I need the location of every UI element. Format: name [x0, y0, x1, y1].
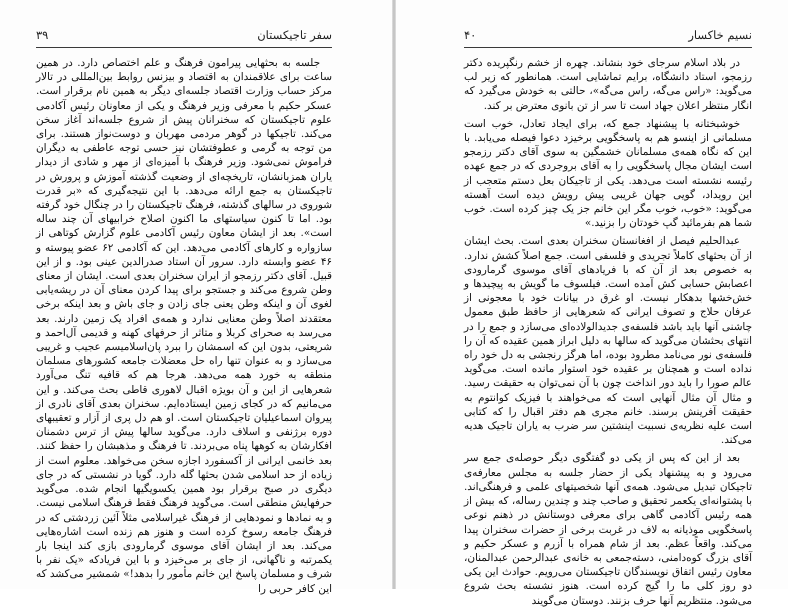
left-page-body	[36, 56, 333, 595]
right-paragraph-3: عبدالحلیم فیصل از افغانستان سخنران بعدی است. بحث ایشان از آن بحثهای کاملاً تجریدی و فلسفی است. جمع اصلاً کشش ندارد. به خصوص بعد از آن که با فریادهای آقای موسوی گرمارودی اعصابش حسابی کش آمده است. فیلسوف ما گویش به پیچیدها و خش‌خشها بدهکار نیست. او غرق در بیانات خود با معجونی از عرفان حلاج و تصوف ایرانی که شعرهایی از حافظ طبق معمول چاشنی آنها باید باشد فلسفه‌ی جدیدالولاده‌ای می‌سازد و جمع را در انتهای بحثشان می‌گوید که سالها به دلیل ابراز همین عقیده که آن را فلسفه‌ی نور می‌نامد مطرود بوده، اما هرگز رنجشی به دل خود راه نداده است و همچنان بر عقیده خود استوار مانده است. می‌گوید عالم صورا را باید دور انداخت چون با آن نمی‌توان به حقیقت رسید. و مثال آن مثال آنهایی است که می‌خواهند با فیزیک کوانتوم به حقیقت آفرینش برسند. خانم مجری هم دفتر اقبال را که کتابی است علیه نظریه‌ی نسبیت اینشتین سر ضرب به یاران تاجیک هدیه می‌کند.	[464, 235, 752, 447]
right-running-title: نسیم خاکسار	[688, 28, 752, 42]
right-paragraph-2: خوشبختانه با پیشنهاد جمع که، برای ایجاد تعادل، خوب است مسلمانی از اینسو هم به پاسخگویی برخیزد دعوا فیصله می‌یابد. با این که نگاه همه‌ی مسلمانان خشمگین به سوی آقای دکتر رزمجو است ایشان مجال پاسخگویی را به آقای بروجردی که در جمع عهده رئیسه نشسته است می‌دهد. یکی از تاجیکان بعل دستم متعجب از این رویداد، گویی جهان غریبی پیش رویش دیده است آهسته می‌گوید: «خوب، خوب مگر این خانم جز یک چیز کرده است. خوب شما هم بفرمائید گپ خودتان را بزنید.»	[464, 117, 752, 230]
left-paragraph-1: جلسه به بحثهایی پیرامون فرهنگ و علم اختصاص دارد. در همین ساعت برای علاقمندان به اقتصاد و بیزنس روابط بین‌المللی در تالار مرکز حساب وزارت اقتصاد جلسه‌ای دیگر به همین نام برقرار است. عسکر حکیم با معرفی وزیر فرهنگ و یکی از معاونان رئیس آکادمی علوم تاجیکستان که سخنرانان پیش از شروع جلسه‌اند آغاز سخن می‌کند. تاجیکها در گوهر مردمی مهربان و دوست‌نواز هستند. برای من توجه به گرمی و عطوفتشان نیز حسی توجه عاطفی به دیگران فراموش نمی‌شود. وزیر فرهنگ با آمیزه‌ای از مهر و شادی از دیدار یاران همزبانشان، تاریخچه‌ای از وضعیت گذشته آموزش و پرورش در تاجیکستان به جمع ارائه می‌دهد. با این نتیجه‌گیری که «بر قدرت شوروی در سالهای گذشته، فرهنگ تاجیکستان را در چنگال خود گرفته بود. اما تا کنون سیاستهای ما اکنون اصلاح خرابیهای آن چند ساله است». بعد از ایشان معاون رئیس آکادمی علوم گزارش کوتاهی از سازواره و کارهای آکادمی می‌دهد. این که آکادمی ۶۲ عضو پیوسته و ۴۶ عضو وابسته دارد. سرور آن استاد صدرالدین عینی بود. و از این قبیل. آقای دکتر رزمجو از ایران سخنران بعدی است. ایشان از معنای وطن شروع می‌کند و جستجو برای پیدا کردن معنای آن در ریشه‌یابی لغوی آن و اینکه وطن یعنی جای زادن و جای باش و بعد اینکه برخی معتقدند اصلاً وطن معنایی ندارد و همه‌ی افراد یک زمین دارند. بعد می‌رسد به صحرای کربلا و متاثر از حرفهای کهنه و قدیمی آل‌احمد و شریعتی، بدون این که اسمشان را ببرد پان‌اسلامیسم عجیب و غریبی می‌سازد و به عنوان تنها راه حل معضلات جامعه کشورهای مسلمان منطقه به خورد همه می‌دهد. هرجا هم که قافیه تنگ می‌آورد شعرهایی از این و آن بویژه اقبال لاهوری قاطی بحث می‌کند. و این می‌مانیم که در کجای زمین ایستاده‌ایم. سخنران بعدی آقای نادری از پیروان اسماعیلیان تاجیکستان است. او هم دل پری از آزار و تعقیبهای دوره برژنفی و اسلاف دارد. می‌گوید سالها پیش از ترس دشمنان افکارشان به کوهها پناه می‌بردند. تا فرهنگ و مذهبشان را حفظ کنند. بعد خانمی ایرانی از آکسفورد اجازه سخن می‌خواهد. معلوم است از زیاده از حد اسلامی شدن بحثها گله دارد. گویا در نشستی که در جای دیگری در صبح برقرار بود همین یکسویگیها انجام شده. می‌گوید حرفهایش منطقی است. می‌گوید فرهنگ فقط فرهنگ اسلامی نیست. و به نمادها و نمودهایی از فرهنگ غیراسلامی مثلاً آئین زردشتی که در فرهنگ جامعه رسوخ کرده است و هنوز هم زنده است اشاره‌هایی می‌کند. بعد از ایشان آقای موسوی گرمارودی بازی کند اینجا بار یکمرتبه و ناگهانی، از جای بر می‌خیزد و با این فریادکه «یک نفر با شرف و مسلمان پاسخ این خانم مأمور را بدهد!» شمشیر می‌کشد که این کافر حربی را	[36, 57, 333, 595]
left-header-rule	[36, 47, 332, 48]
right-page-header	[464, 26, 752, 44]
right-page	[396, 0, 788, 607]
right-page-body	[464, 56, 752, 607]
right-header-rule	[464, 47, 752, 48]
left-page-header	[36, 26, 332, 44]
right-page-number: ۴۰	[464, 28, 477, 42]
right-paragraph-1: در بلاد اسلام سرجای خود بنشاند. چهره از خشم رنگپریده دکتر رزمجو، استاد دانشگاه، برایم تماشایی است. همانطور که زیر لب می‌گوید: «راس می‌گه، راس می‌گه»، حالتی به خودش می‌گیرد که انگار منتظر اعلان جهاد است تا سر از تن بانوی معترض بر کند.	[464, 57, 752, 112]
left-page	[0, 0, 392, 595]
right-paragraph-4: بعد از این که پس از یکی دو گفتگوی دیگر حوصله‌ی جمع سر می‌رود و به پیشنهاد یکی از حضار جلسه به مجلس معارفه‌ی تاجیکان تبدیل می‌شود. همه‌ی آنها شخصیتهای علمی و فرهنگی‌اند. با پشتوانه‌ای یکعمر تحقیق و صاحب چند و چندین رساله، که بیش از همه رئیس آکادمی گاهی برای معرفی دوستانش در ذهنم نوعی پاسخگویی موذیانه به لاف در غربت برخی از حضرات سخنران پیدا می‌کند. واقعاً عظم. بعد از شام همراه با آزرم و عسکر حکیم و آقای بزرگ کوه‌دامنی، دسته‌جمعی به خانه‌ی عبدالرحمن عبدالمنان، معاون رئیس اتفاق نویسندگان تاجیکستان می‌رویم. حوادث این یکی دو روز کلی ما را گیج کرده است. هنوز نشسته بحث شروع می‌شود. منتظریم آنها حرف بزنند. دوستان می‌گویند	[464, 452, 752, 607]
left-running-title: سفر تاجیکستان	[257, 28, 332, 42]
left-page-number: ۳۹	[36, 28, 49, 42]
